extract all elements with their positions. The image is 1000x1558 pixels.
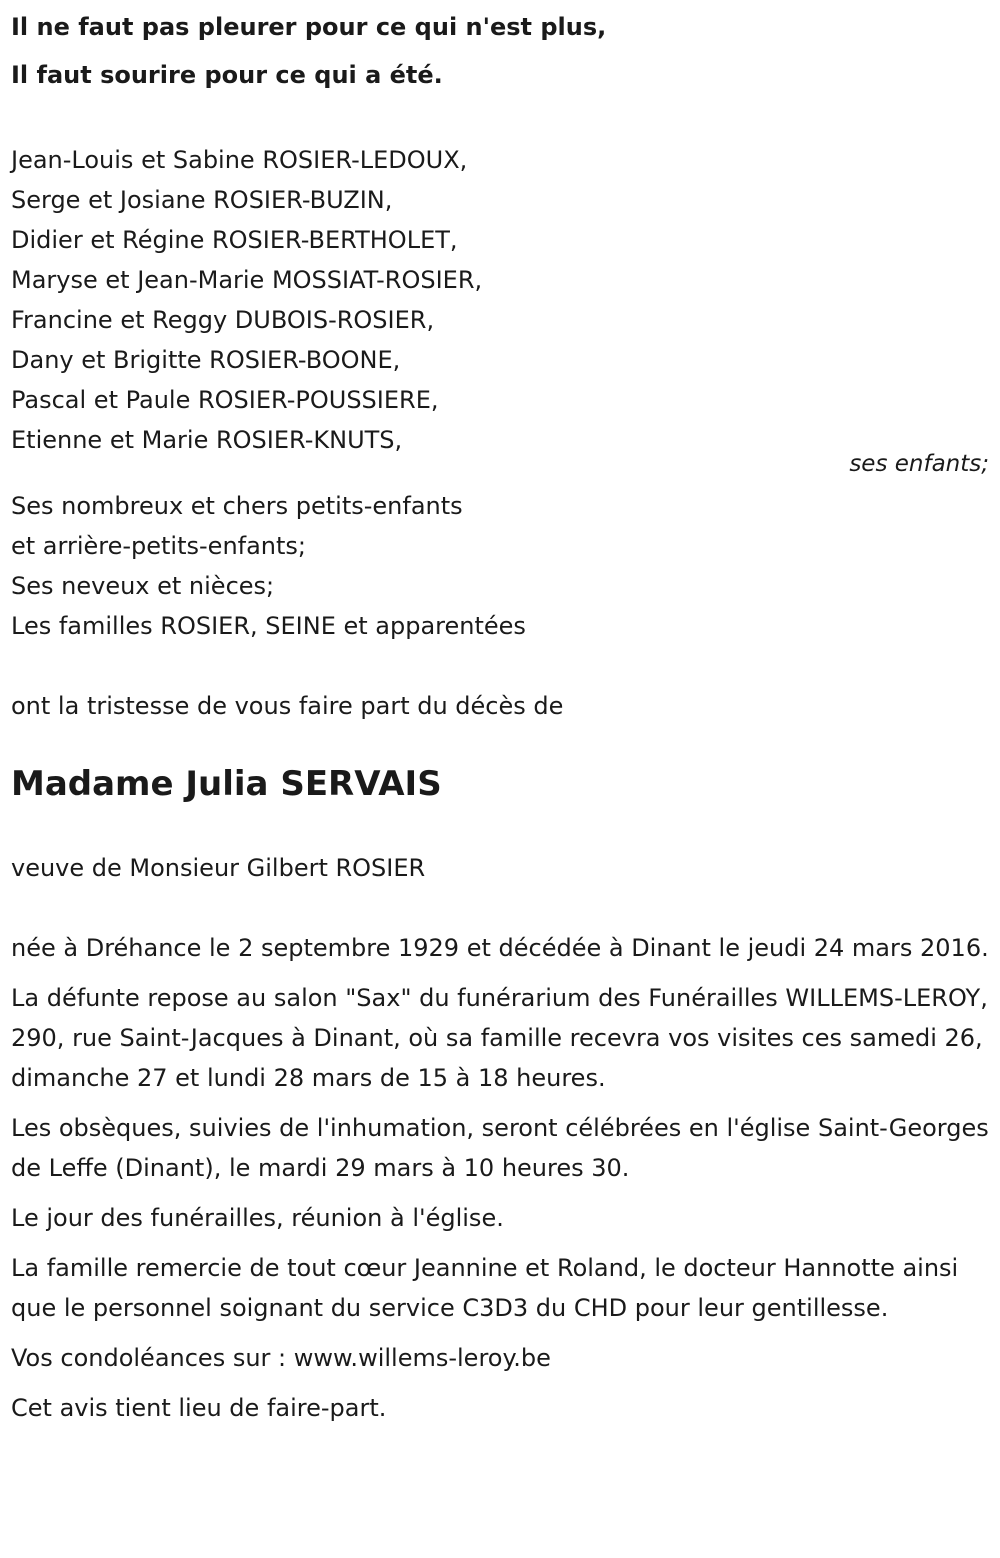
viewing-paragraph: La défunte repose au salon "Sax" du funérarium des Funérailles WILLEMS-LEROY, 290, rue Saint-Jacques à Dinant, où sa famille recevra vos visites ces samedi 26, dimanche 27 et lundi 28 mars de 15 à 18 heures. bbox=[11, 984, 988, 1092]
relatives-list bbox=[11, 486, 991, 646]
child-couple: Serge et Josiane ROSIER-BUZIN, bbox=[11, 186, 393, 214]
condolences-paragraph: Vos condoléances sur : www.willems-leroy.be bbox=[11, 1344, 551, 1372]
thanks-paragraph: La famille remercie de tout cœur Jeannine et Roland, le docteur Hannotte ainsi que le personnel soignant du service C3D3 du CHD pour leur gentillesse. bbox=[11, 1254, 959, 1322]
gathering-paragraph: Le jour des funérailles, réunion à l'église. bbox=[11, 1204, 504, 1232]
widow-of: veuve de Monsieur Gilbert ROSIER bbox=[11, 854, 426, 882]
relatives-line: Les familles ROSIER, SEINE et apparentées bbox=[11, 612, 526, 640]
relatives-line: et arrière-petits-enfants; bbox=[11, 532, 307, 560]
relatives-line: Ses neveux et nièces; bbox=[11, 572, 275, 600]
deceased-name: Madame Julia SERVAIS bbox=[11, 764, 442, 804]
child-couple: Didier et Régine ROSIER-BERTHOLET, bbox=[11, 226, 458, 254]
epigraph-line-2: Il faut sourire pour ce qui a été. bbox=[11, 61, 443, 89]
obituary-notice bbox=[11, 0, 991, 1428]
child-couple: Dany et Brigitte ROSIER-BOONE, bbox=[11, 346, 401, 374]
child-couple: Jean-Louis et Sabine ROSIER-LEDOUX, bbox=[11, 146, 468, 174]
notice-paragraph: Cet avis tient lieu de faire-part. bbox=[11, 1394, 387, 1422]
children-label: ses enfants; bbox=[849, 451, 989, 477]
children-list bbox=[11, 140, 991, 460]
funeral-paragraph: Les obsèques, suivies de l'inhumation, seront célébrées en l'église Saint-Georges de Leffe (Dinant), le mardi 29 mars à 10 heures 30. bbox=[11, 1114, 989, 1182]
epigraph-line-1: Il ne faut pas pleurer pour ce qui n'est plus, bbox=[11, 13, 607, 41]
child-couple: Maryse et Jean-Marie MOSSIAT-ROSIER, bbox=[11, 266, 483, 294]
announcement: ont la tristesse de vous faire part du décès de bbox=[11, 692, 564, 720]
birth-death-paragraph: née à Dréhance le 2 septembre 1929 et décédée à Dinant le jeudi 24 mars 2016. bbox=[11, 934, 989, 962]
relatives-line: Ses nombreux et chers petits-enfants bbox=[11, 492, 463, 520]
epigraph bbox=[11, 3, 991, 99]
child-couple: Francine et Reggy DUBOIS-ROSIER, bbox=[11, 306, 435, 334]
child-couple: Pascal et Paule ROSIER-POUSSIERE, bbox=[11, 386, 439, 414]
child-couple: Etienne et Marie ROSIER-KNUTS, bbox=[11, 426, 403, 454]
